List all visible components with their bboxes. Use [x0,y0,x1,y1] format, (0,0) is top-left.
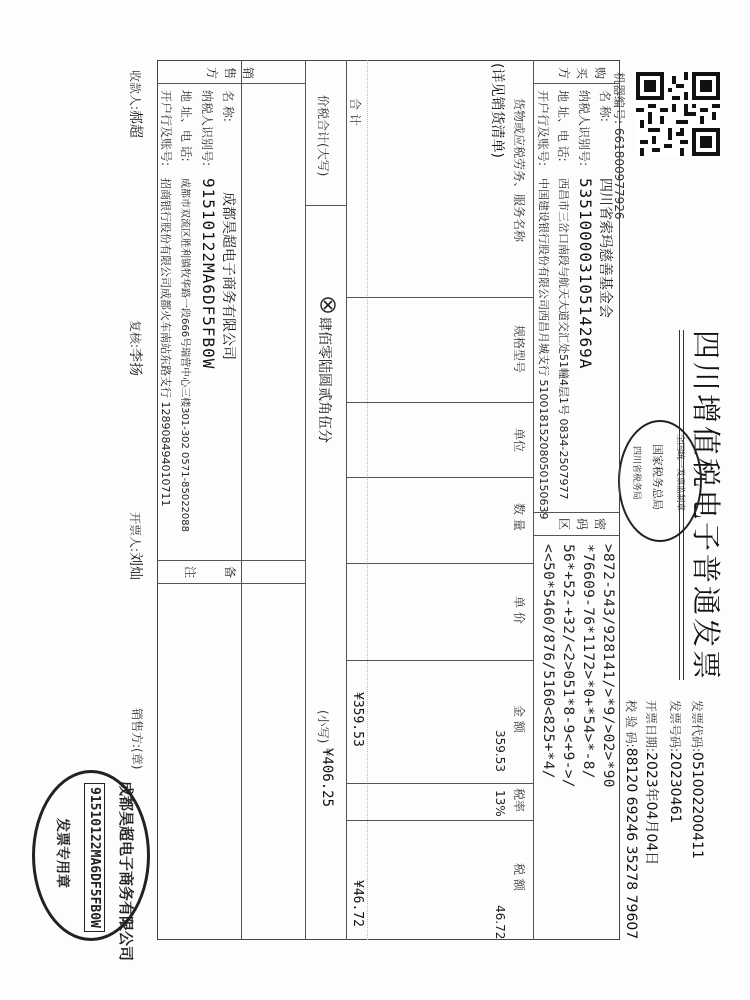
col-price-divider [347,563,534,564]
col-header-tax: 税 额 [512,863,526,891]
check-code-value: 88120 69246 35278 79607 [623,747,639,940]
item-rate: 13% [493,790,507,817]
seller-address: 成都市双流区胜利镇牧华路一段666号瑞营中心三楼301-302 0571-85022088 [179,178,190,533]
buyer-address-label: 地 址、电 话: [556,90,570,162]
buyer-tax-id: 53510000310514269A [576,178,595,370]
total-label-divider [306,205,347,206]
items-row-bottom [346,60,347,940]
seller-side-divider [157,83,306,84]
col-header-qty: 数 量 [512,503,526,531]
payee-value: 郝超 [127,110,143,139]
buyer-row-bottom [533,60,534,940]
seller-name-label: 名 称: [221,90,235,122]
tax-seal-bottom: 四川省税务局 [631,446,641,501]
item-name: (详见销货清单) [489,63,505,158]
buyer-name: 四川省索玛慈善基金会 [597,178,613,318]
buyer-address: 西昌市三岔口南段与航天大道交汇处51幢4层1号 0834-2507977 [557,178,570,500]
tax-seal-top: 全国统一发票监制章 [675,434,685,511]
remark-side-divider [157,583,306,584]
tax-seal-mid: 国家税务总局 [651,444,664,510]
buyer-side-label: 购买方 [557,66,607,79]
grand-total-small-label: (小写) [316,710,330,744]
col-header-unit: 单位 [512,428,526,453]
buyer-name-label: 名 称: [598,90,612,122]
invoice-date-value: 2023年04月04日 [643,752,659,866]
seller-remark-divider [157,560,306,561]
payee [126,70,146,138]
machine-number-label: 机器编号: [612,72,626,125]
col-header-name: 货物或应税劳务、服务名称 [512,98,526,243]
buyer-tax-label: 纳税人识别号: [577,90,591,167]
pw-side-divider [534,535,620,536]
password-line-1: >872-543/928141/>*9/>02>*90 [600,544,616,788]
password-line-4: <<50*5460/876/5160<825+*4/ [540,544,556,779]
col-qty-divider [347,477,534,478]
reviewer-value: 李扬 [127,348,143,377]
qr-code-icon [636,72,720,156]
seller-tax-id: 91510122MA6DF5FB0W [199,178,218,370]
seller-invoice-seal [32,770,150,962]
buyer-side-divider [534,83,620,84]
seller-name: 成都昊超电子商务有限公司 [220,192,236,360]
seller-side-label: 销售方 [205,66,255,79]
col-header-price: 单 价 [512,596,526,624]
total-row-bottom [305,60,306,940]
machine-number-value: 661800977926 [612,127,626,220]
col-tax-divider [347,820,534,821]
seller-seal-label: 销售方:(章) [130,708,144,770]
cross-circle-icon [320,297,336,313]
seller-tax-label: 纳税人识别号: [200,90,214,167]
seller-bank: 招商银行股份有限公司成都火车南站东路支行 128908494010711 [159,178,172,507]
grand-total-small: ¥406.25 [319,748,335,808]
total-tax: ¥46.72 [350,880,365,927]
invoice-date-label: 开票日期: [644,700,658,753]
seller-top-line [241,60,242,940]
invoice-number [667,700,684,823]
grand-total-label: 价税合计(大写) [316,95,330,177]
seller-seal-name: 成都昊超电子商务有限公司 [117,781,135,962]
issuer [126,512,146,580]
col-header-amount: 金 额 [512,705,526,733]
buyer-bank-label: 开户行及账号: [536,90,550,167]
issuer-label: 开票人: [128,512,142,553]
reviewer-label: 复核: [128,320,142,349]
seller-seal-tax-id: 91510122MA6DF5FB0W [84,783,105,932]
col-amount-divider [347,660,534,661]
check-code-label: 校 验 码: [624,700,638,748]
password-line-2: *76609-76*1172>*0+*54>*-8/ [580,544,596,779]
total-label: 合 计 [348,98,362,126]
grand-total-words: 肆佰零陆圆贰角伍分 [316,317,332,443]
col-header-spec: 规格型号 [512,325,526,374]
col-spec-divider [347,297,534,298]
col-rate-divider [347,783,534,784]
col-unit-divider [347,402,534,403]
invoice-code [689,700,706,859]
item-amount: 359.53 [493,730,507,772]
payee-label: 收款人: [128,70,142,111]
invoice-code-value: 051002200411 [689,752,705,859]
col-header-rate: 税率 [512,788,526,813]
issuer-value: 刘灿 [127,552,143,581]
invoice-title: 四川增值税电子普通发票 [689,330,723,683]
remark-side-label: 备注 [183,565,237,578]
password-side-label: 密码区 [557,517,607,530]
seller-seal-label-text: 发票专用章 [54,818,70,888]
total-amount: ¥359.53 [350,692,365,747]
check-code [623,700,640,939]
seller-address-label: 地 址、电 话: [179,90,193,162]
seller-bank-label: 开户行及账号: [159,90,173,167]
invoice-number-label: 发票号码: [668,700,682,753]
buyer-bank: 中国建设银行股份有限公司西昌月城支行 51001815208050150639 [537,178,550,520]
invoice-date [642,700,662,865]
item-tax: 46.72 [493,905,507,940]
invoice-number-value: 20230461 [667,752,683,824]
item-total-line [367,60,368,940]
reviewer [126,320,146,376]
tax-bureau-seal [618,420,702,542]
password-line-3: 56*+52-+32/<2>051*8-9<+9->/ [560,544,576,788]
invoice-code-label: 发票代码: [690,700,704,753]
